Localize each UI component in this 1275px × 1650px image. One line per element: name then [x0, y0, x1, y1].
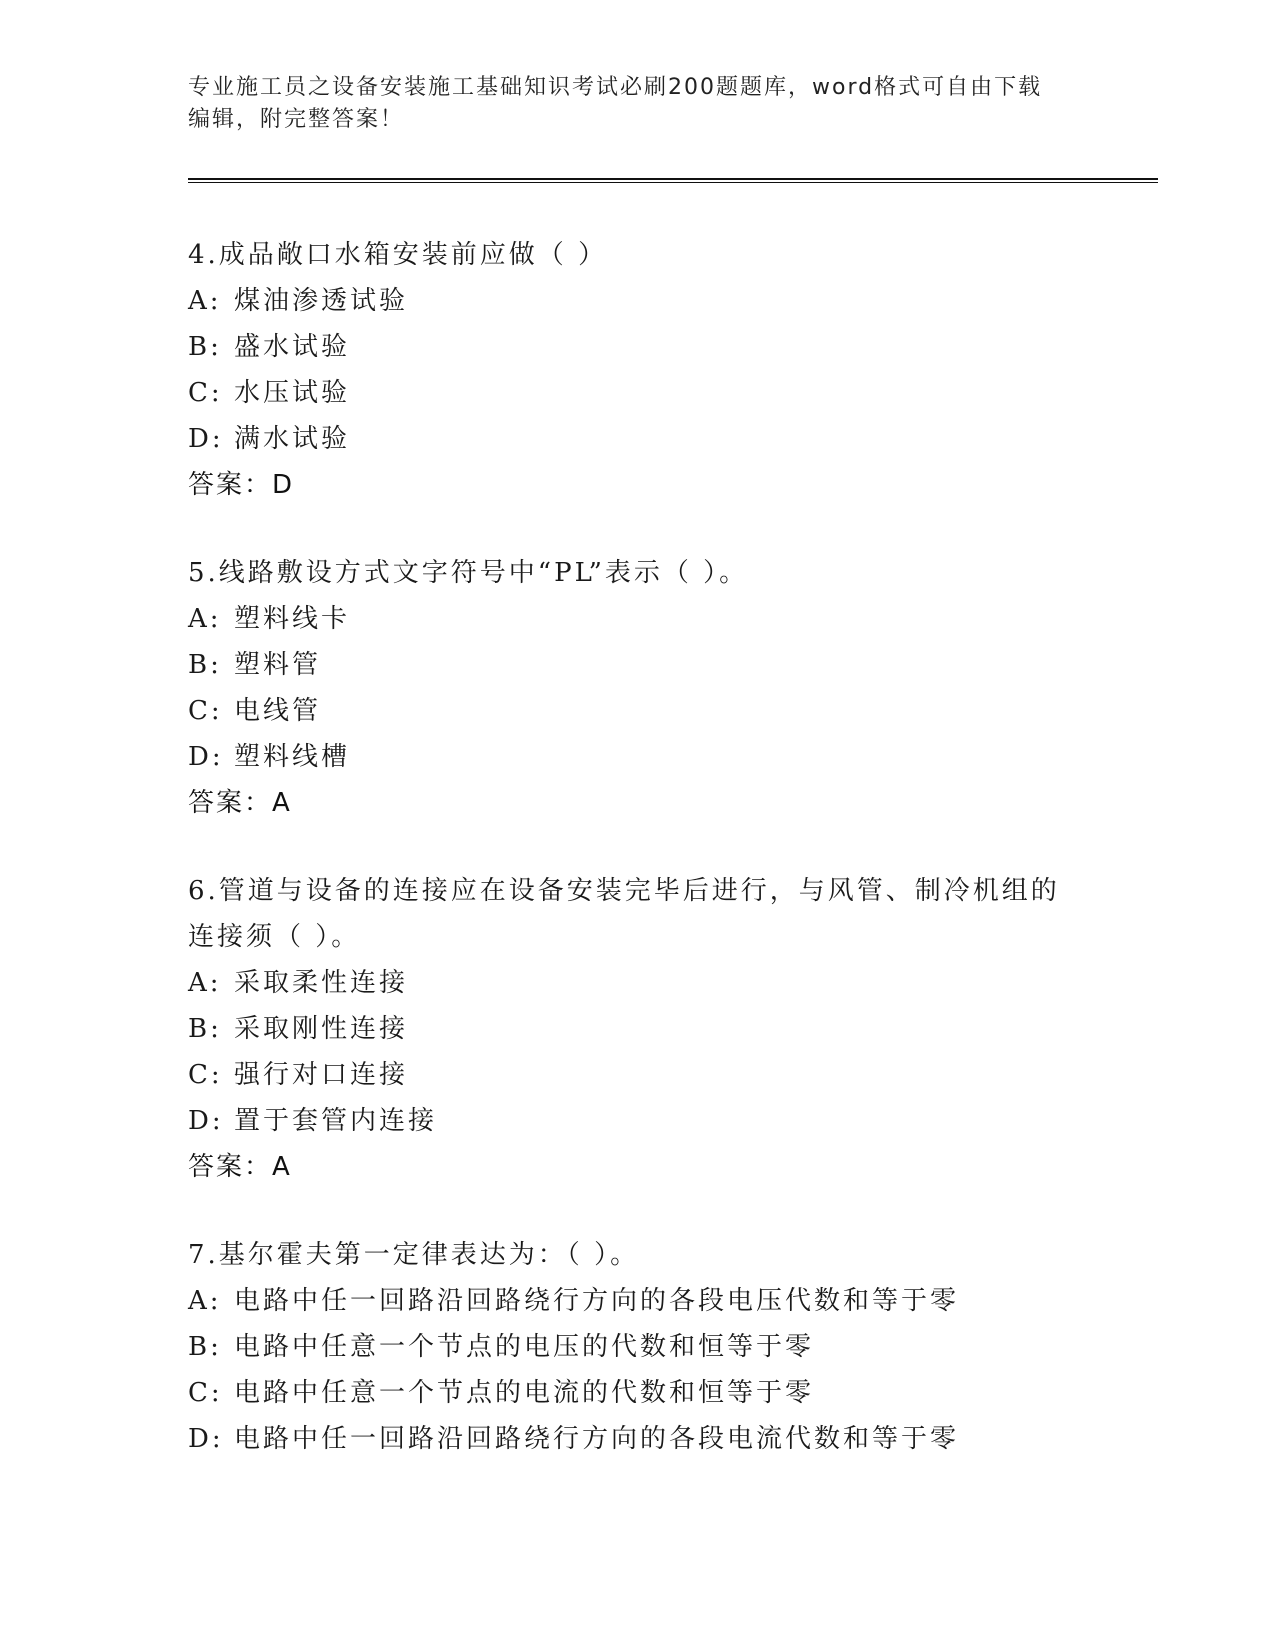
header-line-2: 编辑，附完整答案！ — [188, 107, 405, 132]
option-text: 电线管 — [234, 696, 322, 726]
option-letter: B: — [188, 650, 222, 680]
option-c — [188, 688, 1088, 734]
option-text: 电路中任意一个节点的电压的代数和恒等于零 — [234, 1332, 815, 1362]
question-stem: 5.线路敷设方式文字符号中“PL”表示（ ）。 — [188, 558, 749, 588]
option-letter: B: — [188, 1332, 222, 1362]
option-text: 采取柔性连接 — [234, 968, 409, 998]
question-list — [188, 232, 1088, 1504]
option-a — [188, 278, 1088, 324]
option-text: 盛水试验 — [234, 332, 351, 362]
question-5 — [188, 550, 1088, 826]
option-letter: C: — [188, 1378, 223, 1408]
option-text: 塑料管 — [234, 650, 322, 680]
option-b — [188, 1006, 1088, 1052]
option-letter: D: — [188, 1106, 224, 1136]
option-c — [188, 370, 1088, 416]
option-text: 煤油渗透试验 — [234, 286, 409, 316]
header-divider-thin — [188, 182, 1158, 183]
option-letter: D: — [188, 742, 224, 772]
option-b — [188, 642, 1088, 688]
header-divider — [188, 178, 1158, 180]
option-letter: C: — [188, 1060, 223, 1090]
option-letter: B: — [188, 1014, 222, 1044]
option-b — [188, 1324, 1088, 1370]
option-text: 采取刚性连接 — [234, 1014, 409, 1044]
document-header — [188, 72, 1088, 136]
option-text: 水压试验 — [234, 378, 351, 408]
question-stem: 6.管道与设备的连接应在设备安装完毕后进行，与风管、制冷机组的连接须（ ）。 — [188, 876, 1060, 952]
option-letter: D: — [188, 1424, 224, 1454]
option-a — [188, 960, 1088, 1006]
question-7 — [188, 1232, 1088, 1462]
option-letter: A: — [188, 1286, 222, 1316]
option-letter: C: — [188, 378, 223, 408]
question-stem: 7.基尔霍夫第一定律表达为：（ ）。 — [188, 1240, 640, 1270]
header-line-1: 专业施工员之设备安装施工基础知识考试必刷200题题库，word格式可自由下载 — [188, 75, 1043, 100]
question-stem: 4.成品敞口水箱安装前应做（ ） — [188, 240, 608, 270]
question-6 — [188, 868, 1088, 1190]
question-4 — [188, 232, 1088, 508]
answer: 答案：A — [188, 1152, 292, 1182]
option-letter: A: — [188, 286, 222, 316]
answer: 答案：D — [188, 470, 295, 500]
option-d — [188, 734, 1088, 780]
option-text: 电路中任意一个节点的电流的代数和恒等于零 — [234, 1378, 815, 1408]
option-text: 置于套管内连接 — [234, 1106, 438, 1136]
option-d — [188, 416, 1088, 462]
option-d — [188, 1098, 1088, 1144]
option-text: 电路中任一回路沿回路绕行方向的各段电压代数和等于零 — [234, 1286, 960, 1316]
option-letter: A: — [188, 604, 222, 634]
option-letter: B: — [188, 332, 222, 362]
option-letter: C: — [188, 696, 223, 726]
option-text: 电路中任一回路沿回路绕行方向的各段电流代数和等于零 — [234, 1424, 960, 1454]
option-d — [188, 1416, 1088, 1462]
option-text: 满水试验 — [234, 424, 351, 454]
option-text: 塑料线卡 — [234, 604, 351, 634]
option-letter: D: — [188, 424, 224, 454]
option-c — [188, 1052, 1088, 1098]
option-a — [188, 596, 1088, 642]
option-b — [188, 324, 1088, 370]
option-a — [188, 1278, 1088, 1324]
option-text: 塑料线槽 — [234, 742, 351, 772]
answer: 答案：A — [188, 788, 292, 818]
option-text: 强行对口连接 — [234, 1060, 409, 1090]
option-letter: A: — [188, 968, 222, 998]
option-c — [188, 1370, 1088, 1416]
